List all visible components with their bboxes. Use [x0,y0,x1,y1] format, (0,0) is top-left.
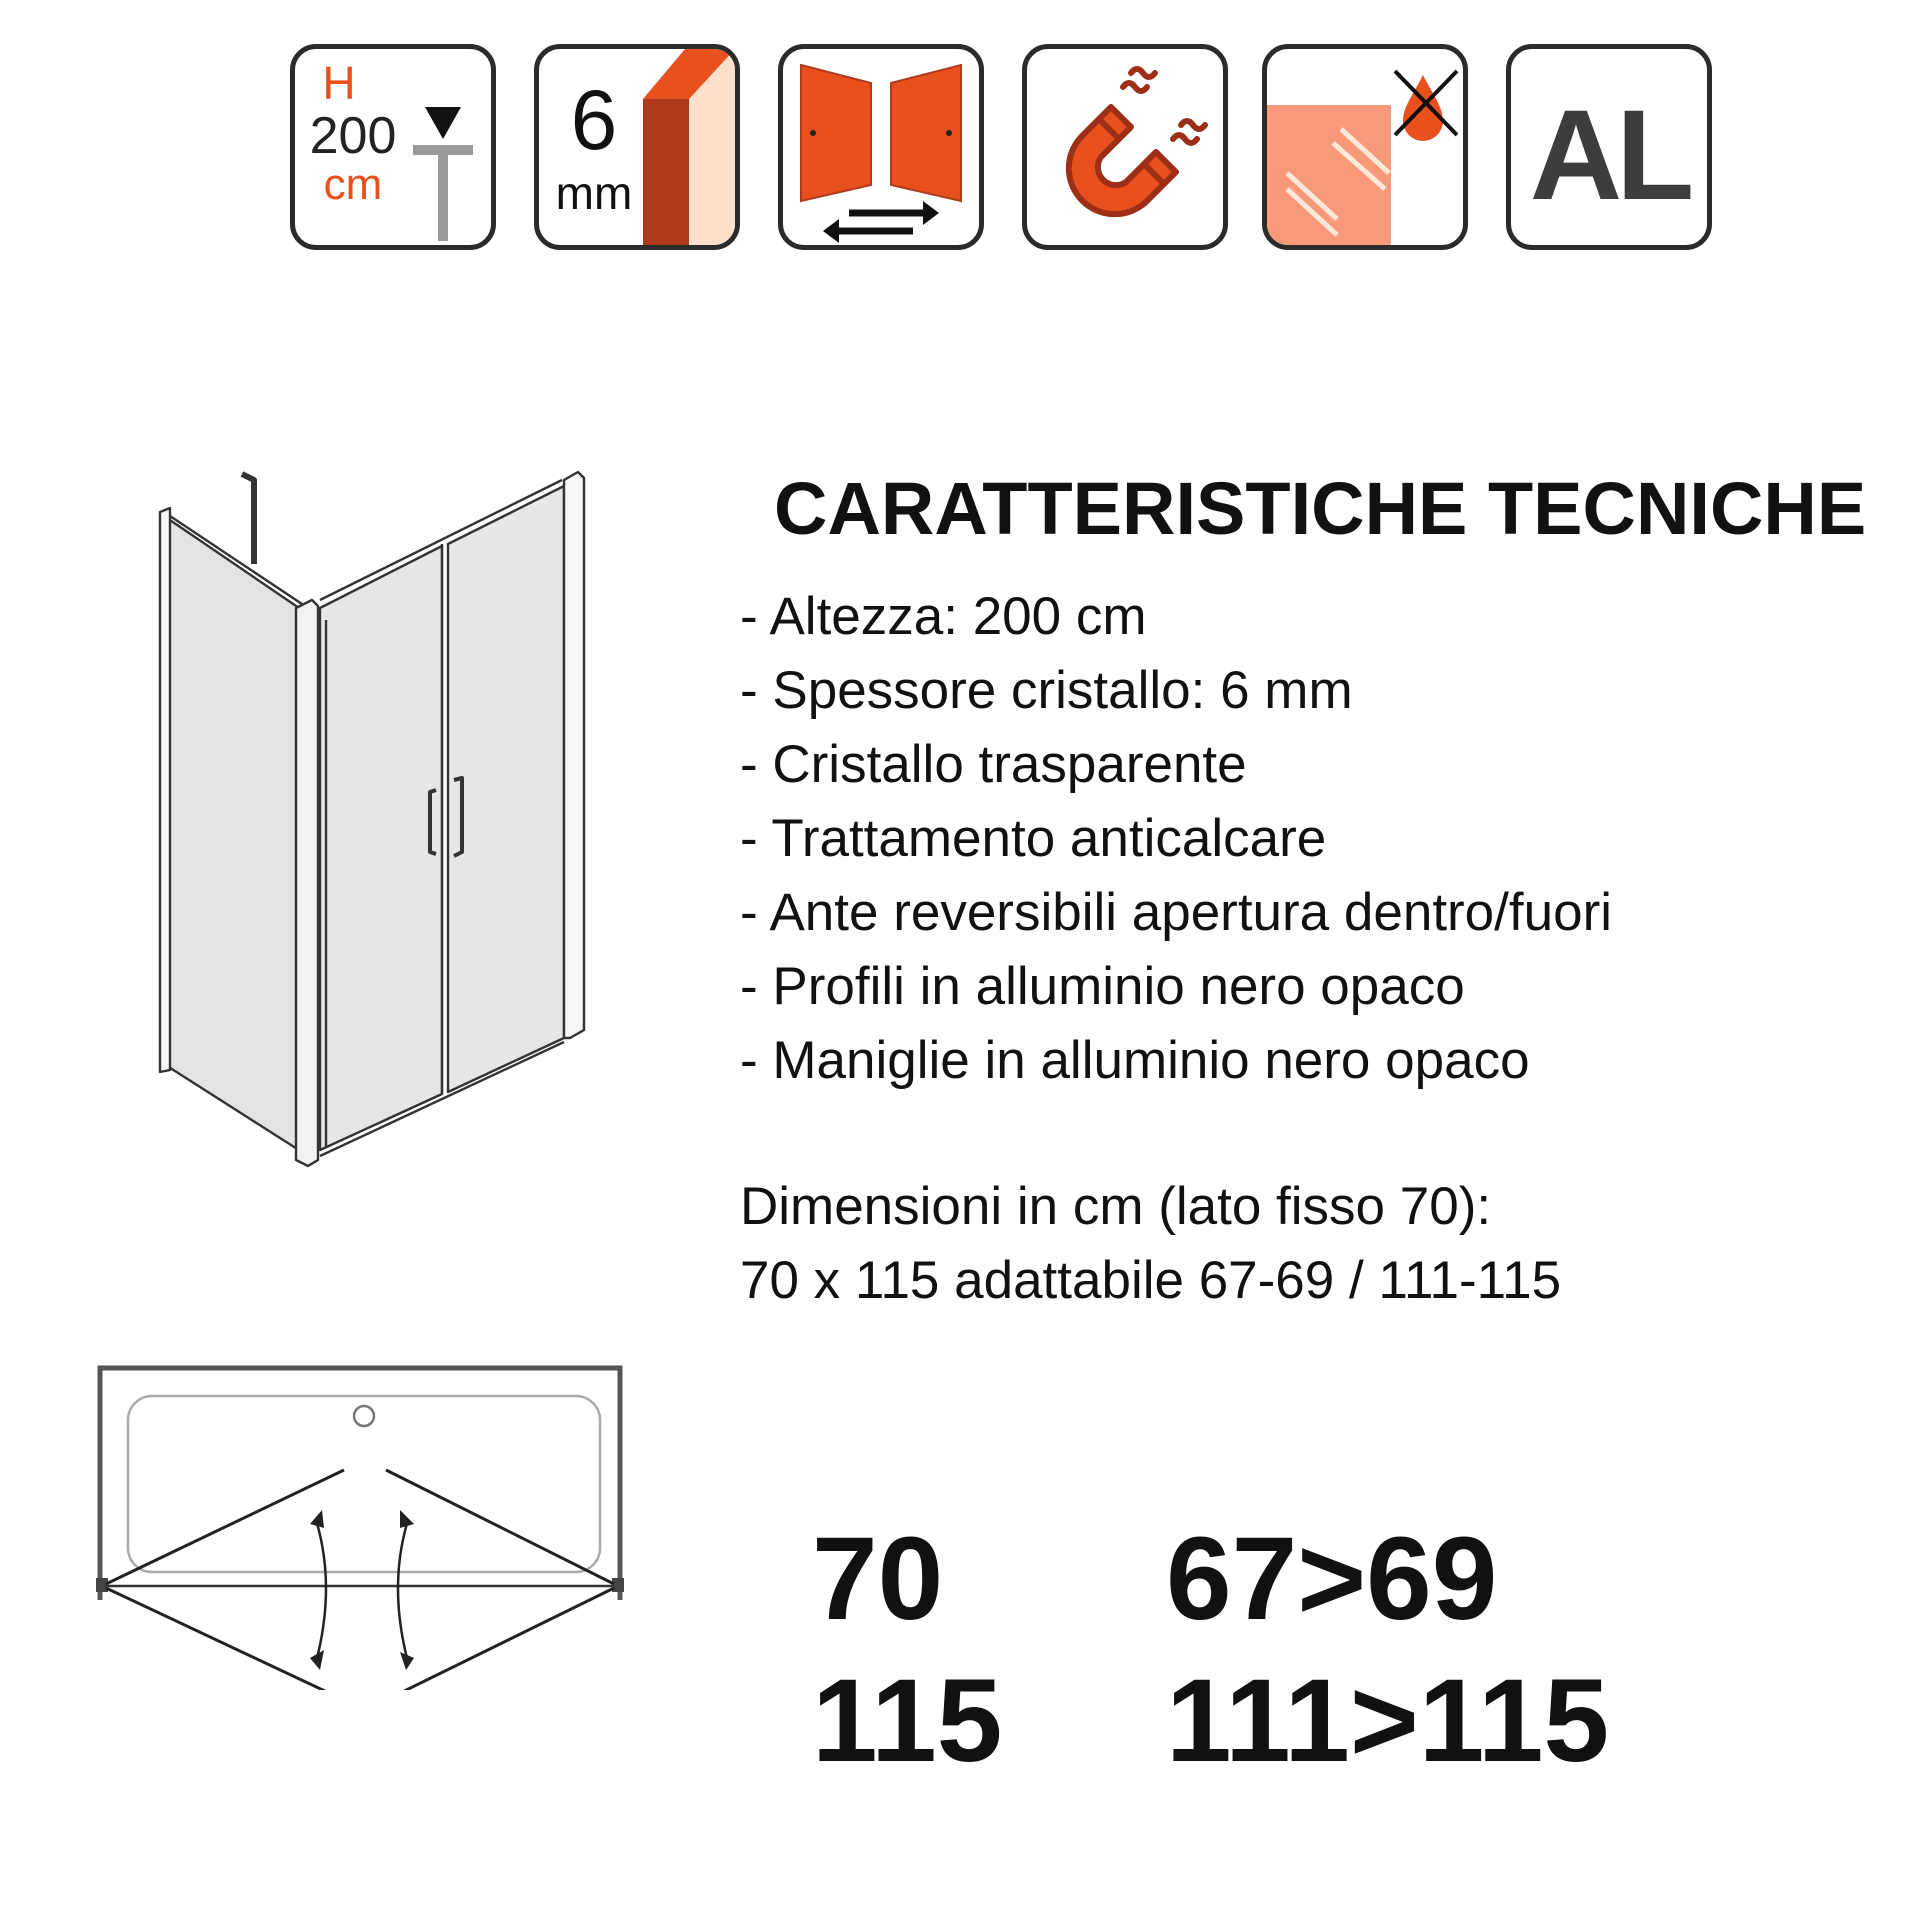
swing-arrows-icon [316,1520,408,1662]
specs-list [740,580,1612,1098]
corner-post [296,600,318,1166]
thickness-unit: mm [555,167,633,219]
arrow-down-icon [425,107,461,139]
spec-item: - Cristallo trasparente [740,735,1247,794]
height-bar-top [413,145,473,155]
reversible-icon-graphic [783,49,979,245]
fixed-side-range: 67>69 [1166,1513,1498,1645]
spec-item: - Spessore cristallo: 6 mm [740,661,1353,720]
left-door-knob [810,130,816,136]
height-200cm-icon [290,44,496,250]
spec-item: - Maniglie in alluminio nero opaco [740,1031,1530,1090]
spec-item: - Ante reversibili apertura dentro/fuori [740,883,1612,942]
left-hinge [96,1578,108,1592]
fixed-side-nominal: 70 [812,1513,944,1645]
height-letter: H [322,57,356,109]
thickness-icon-graphic [539,49,735,245]
spec-item: - Profili in alluminio nero opaco [740,957,1465,1016]
drain-icon [354,1406,374,1426]
right-door-knob [946,130,952,136]
height-unit: cm [323,160,383,209]
aluminium-text: AL [1529,84,1689,227]
magnet-body [1069,107,1176,214]
plan-view-drawing [90,1360,630,1690]
magnetic-closure-icon [1022,44,1228,250]
swap-arrows-icon [823,201,939,243]
aluminium-icon-graphic [1511,49,1707,245]
aluminium-icon [1506,44,1712,250]
right-wall-profile [564,472,584,1038]
height-icon-graphic [295,49,491,245]
anticalc-icon-graphic [1267,49,1463,245]
anti-limescale-glass-icon [1262,44,1468,250]
magnet-icon-graphic [1027,49,1223,245]
fixed-side-panel [164,516,302,1152]
height-bar-stem [438,155,448,241]
glass-thickness-icon [534,44,740,250]
spec-item: - Altezza: 200 cm [740,587,1147,646]
side-wall-profile [160,508,170,1072]
bathtub-walls [100,1368,620,1600]
right-hinge [612,1578,624,1592]
left-door-panel [320,546,442,1150]
glass-side-edge [643,99,689,245]
door-side-nominal: 115 [812,1655,1003,1787]
door-side-range: 111>115 [1166,1655,1610,1787]
specs-title: CARATTERISTICHE TECNICHE [774,467,1867,550]
height-value: 200 [309,107,397,165]
spec-item: - Trattamento anticalcare [740,809,1327,868]
feature-icons-row [290,44,1730,256]
reversible-doors-icon [778,44,984,250]
dimensions-block [740,1170,1561,1318]
door-swing-lines [106,1470,614,1690]
dimensions-line: 70 x 115 adattabile 67-69 / 111-115 [740,1251,1562,1310]
shower-enclosure-drawing [150,460,590,1180]
right-door-panel [448,486,564,1092]
support-bar [242,474,254,564]
thickness-value: 6 [570,73,618,167]
dimensions-heading: Dimensioni in cm (lato fisso 70): [740,1177,1492,1236]
magnet-waves-icon [1123,69,1205,143]
